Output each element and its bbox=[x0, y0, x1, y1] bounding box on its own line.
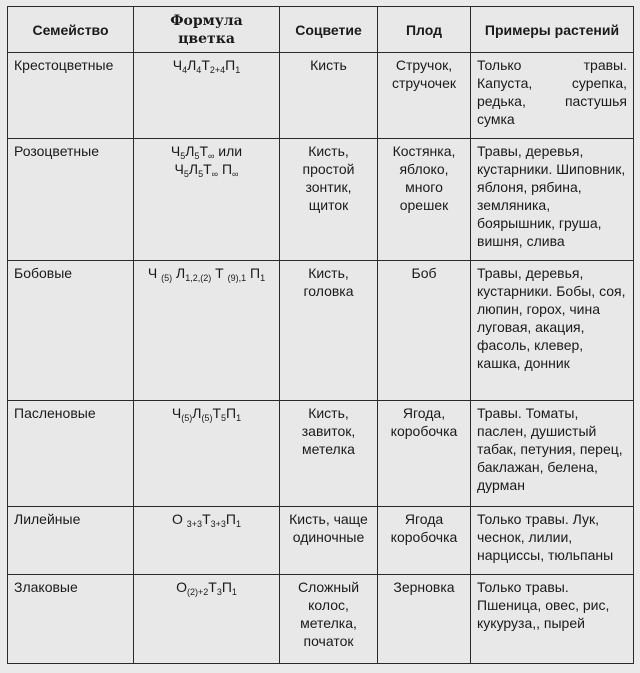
family-cell: Злаковые bbox=[8, 575, 134, 664]
formula-cell bbox=[134, 261, 280, 401]
family-cell: Розоцветные bbox=[8, 139, 134, 261]
inflorescence-cell: Кисть, завиток, метелка bbox=[280, 401, 378, 507]
formula-cell bbox=[134, 507, 280, 575]
family-cell: Бобовые bbox=[8, 261, 134, 401]
flower-formula: $О_{(2)+2}Т_3П_1$ bbox=[176, 579, 237, 597]
family-cell: Пасленовые bbox=[8, 401, 134, 507]
inflorescence-cell: Кисть, простой зонтик, щиток bbox=[280, 139, 378, 261]
table-row bbox=[8, 53, 634, 139]
header-examples: Примеры растений bbox=[471, 7, 634, 53]
inflorescence-cell: Сложный колос, метелка, початок bbox=[280, 575, 378, 664]
fruit-cell: Зерновка bbox=[378, 575, 471, 664]
fruit-cell: Боб bbox=[378, 261, 471, 401]
flower-formula: $Ч_5Л_5Т_\infty$ или $Ч_5Л_5Т_\infty$ $П_\infty$ bbox=[170, 143, 243, 179]
header-fruit: Плод bbox=[378, 7, 471, 53]
table-row bbox=[8, 507, 634, 575]
flower-formula: $Ч_{(5)}Л_{(5)}Т_5П_1$ bbox=[171, 405, 242, 423]
examples-cell: Травы, деревья, кустарники. Шиповник, яблоня, рябина, земляника, боярышник, груша, вишня, слива bbox=[471, 139, 634, 261]
family-cell: Крестоцветные bbox=[8, 53, 134, 139]
fruit-cell: Костянка, яблоко, много орешек bbox=[378, 139, 471, 261]
examples-cell: Только травы. Лук, чеснок, лилии, нарциссы, тюльпаны bbox=[471, 507, 634, 575]
fruit-cell: Стручок, стручочек bbox=[378, 53, 471, 139]
flower-formula: Ч $_{(5)}$ $Л_{1,2,(2)}$ Т $_{(9),1}$ $П_1$ bbox=[147, 265, 266, 283]
inflorescence-cell: Кисть, чаще одиночные bbox=[280, 507, 378, 575]
table-row bbox=[8, 261, 634, 401]
flower-formula: $Ч_4Л_4Т_{2+4}П_1$ bbox=[172, 57, 241, 75]
formula-cell bbox=[134, 139, 280, 261]
header-family: Семейство bbox=[8, 7, 134, 53]
formula-cell bbox=[134, 53, 280, 139]
examples-cell: Только травы. Пшеница, овес, рис, кукуруза,, пырей bbox=[471, 575, 634, 664]
formula-cell bbox=[134, 575, 280, 664]
header-row bbox=[8, 7, 634, 53]
examples-cell: Травы, деревья, кустарники. Бобы, соя, люпин, горох, чина луговая, акация, фасоль, клевер, кашка, донник bbox=[471, 261, 634, 401]
inflorescence-cell: Кисть, головка bbox=[280, 261, 378, 401]
table-row bbox=[8, 139, 634, 261]
inflorescence-cell: Кисть bbox=[280, 53, 378, 139]
table-row bbox=[8, 575, 634, 664]
formula-cell bbox=[134, 401, 280, 507]
fruit-cell: Ягода, коробочка bbox=[378, 401, 471, 507]
header-inflorescence: Соцветие bbox=[280, 7, 378, 53]
flower-formula: О $_{3+3}Т_{3+3}П_1$ bbox=[172, 511, 241, 529]
family-cell: Лилейные bbox=[8, 507, 134, 575]
table-row bbox=[8, 401, 634, 507]
examples-cell: Только травы. Капуста, сурепка, редька, пастушья сумка bbox=[471, 53, 634, 139]
examples-cell: Травы. Томаты, паслен, душистый табак, петуния, перец, баклажан, белена, дурман bbox=[471, 401, 634, 507]
header-formula: Формула цветка bbox=[134, 7, 280, 53]
fruit-cell: Ягода коробочка bbox=[378, 507, 471, 575]
plant-families-table bbox=[7, 6, 634, 664]
